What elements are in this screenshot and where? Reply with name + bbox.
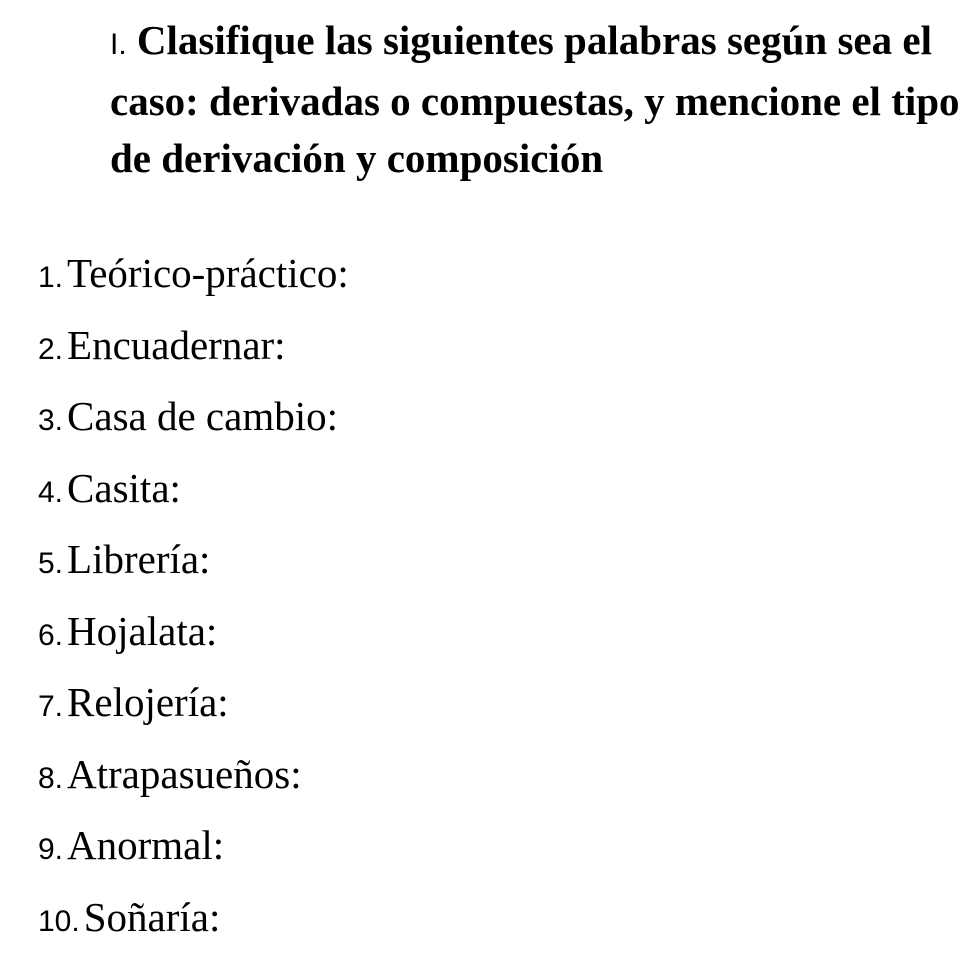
item-word: Librería: — [67, 536, 211, 582]
item-word: Teórico-práctico: — [67, 250, 349, 296]
item-number: 2. — [38, 332, 64, 366]
item-number: 5. — [38, 547, 64, 580]
list-item — [38, 243, 349, 315]
list-item — [38, 672, 349, 744]
item-word: Atrapasueños: — [67, 750, 302, 797]
item-word: Hojalata: — [67, 607, 218, 654]
exercise-heading — [110, 12, 960, 187]
item-word: Casita: — [67, 464, 181, 511]
list-item — [38, 815, 349, 887]
list-item — [38, 744, 349, 816]
item-number: 9. — [38, 833, 64, 866]
list-item — [38, 458, 349, 530]
item-number: 4. — [38, 475, 64, 509]
list-item — [38, 315, 349, 387]
word-list — [38, 243, 349, 958]
item-number: 6. — [38, 618, 64, 652]
item-word: Encuadernar: — [67, 321, 286, 368]
item-number: 10. — [38, 904, 80, 938]
list-item — [38, 601, 349, 673]
item-word: Relojería: — [67, 679, 229, 725]
item-number: 1. — [38, 261, 64, 294]
list-item — [38, 887, 349, 958]
list-item — [38, 529, 349, 601]
item-word: Casa de cambio: — [67, 393, 338, 439]
heading-marker: I. — [110, 28, 127, 61]
list-item — [38, 386, 349, 458]
item-number: 7. — [38, 690, 64, 723]
item-word: Soñaría: — [83, 893, 221, 940]
item-word: Anormal: — [67, 822, 225, 868]
heading-text: Clasifique las siguientes palabras según sea el caso: derivadas o compuestas, y mencione el tipo de derivación y composición — [110, 17, 960, 181]
item-number: 3. — [38, 404, 64, 437]
item-number: 8. — [38, 761, 64, 795]
